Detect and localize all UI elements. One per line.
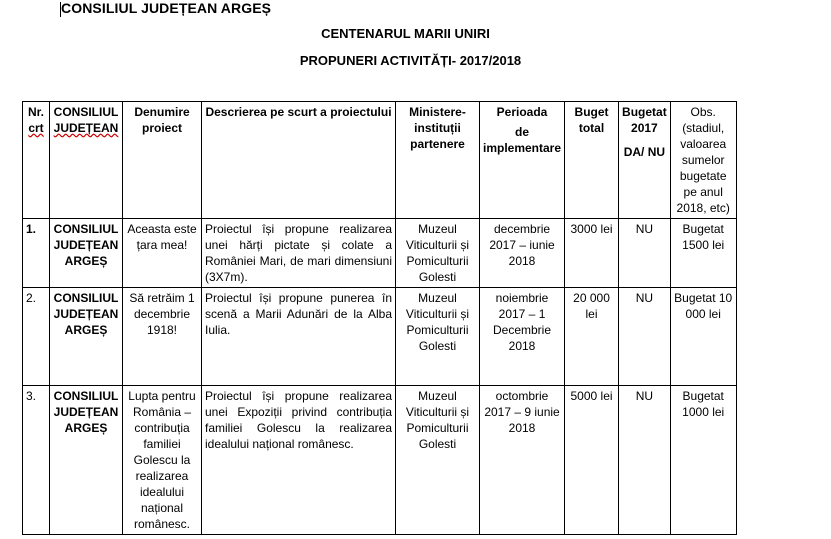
- header-perioada: Perioada de implementare: [480, 102, 565, 219]
- cell-buget: 5000 lei: [565, 386, 619, 535]
- cell-descriere: Proiectul își propune realizarea unei hărți pictate și colate a României Mari, de mari dimensiuni (3X7m).: [202, 219, 396, 288]
- document-subtitle: PROPUNERI ACTIVITĂȚI- 2017/2018: [299, 53, 522, 68]
- cell-consiliul: CONSILIUL JUDEȚEAN ARGEȘ: [50, 386, 123, 535]
- cell-denumire: Lupta pentru România – contribuția familiei Golescu la realizarea idealului național românesc.: [123, 386, 202, 535]
- table-header-row: [23, 102, 737, 219]
- cell-obs: Bugetat 1000 lei: [670, 386, 736, 535]
- cell-ministere: Muzeul Viticulturii și Pomiculturii Golesti: [396, 386, 480, 535]
- cell-nr: 1.: [23, 219, 50, 288]
- activities-table: [22, 101, 737, 535]
- cell-nr: 3.: [23, 386, 50, 535]
- cell-consiliul: CONSILIUL JUDEȚEAN ARGEȘ: [50, 288, 123, 386]
- header-denumire: Denumire proiect: [123, 102, 202, 219]
- document-organization: CONSILIUL JUDEȚEAN ARGEȘ: [61, 0, 272, 16]
- table-row: [23, 219, 737, 288]
- cell-perioada: noiembrie 2017 – 1 Decembrie 2018: [480, 288, 565, 386]
- cell-nr: 2.: [23, 288, 50, 386]
- header-nr: Nr. crt: [23, 102, 50, 219]
- cell-obs: Bugetat 10 000 lei: [670, 288, 736, 386]
- cell-buget: 20 000 lei: [565, 288, 619, 386]
- cell-descriere: Proiectul își propune punerea în scenă a Marii Adunări de la Alba Iulia.: [202, 288, 396, 386]
- cell-bugetat: NU: [619, 219, 671, 288]
- header-descriere: Descrierea pe scurt a proiectului: [202, 102, 396, 219]
- cell-denumire: Să retrăim 1 decembrie 1918!: [123, 288, 202, 386]
- table-row: [23, 386, 737, 535]
- cell-buget: 3000 lei: [565, 219, 619, 288]
- header-buget: Buget total: [565, 102, 619, 219]
- cell-ministere: Muzeul Viticulturii și Pomiculturii Golesti: [396, 219, 480, 288]
- cell-perioada: decembrie 2017 – iunie 2018: [480, 219, 565, 288]
- header-obs: Obs. (stadiul, valoarea sumelor bugetate pe anul 2018, etc): [670, 102, 736, 219]
- header-ministere: Ministere-instituții partenere: [396, 102, 480, 219]
- cell-bugetat: NU: [619, 386, 671, 535]
- header-consiliul: CONSILIUL JUDEȚEAN: [50, 102, 123, 219]
- cell-bugetat: NU: [619, 288, 671, 386]
- cell-perioada: octombrie 2017 – 9 iunie 2018: [480, 386, 565, 535]
- cell-ministere: Muzeul Viticulturii și Pomiculturii Golesti: [396, 288, 480, 386]
- cell-descriere: Proiectul își propune realizarea unei Expoziții privind contribuția familiei Golescu la realizarea idealului național românesc.: [202, 386, 396, 535]
- table-row: [23, 288, 737, 386]
- cell-obs: Bugetat 1500 lei: [670, 219, 736, 288]
- cell-consiliul: CONSILIUL JUDEȚEAN ARGEȘ: [50, 219, 123, 288]
- document-title: CENTENARUL MARII UNIRI: [321, 26, 490, 41]
- cell-denumire: Aceasta este țara mea!: [123, 219, 202, 288]
- header-bugetat: Bugetat 2017 DA/ NU: [619, 102, 671, 219]
